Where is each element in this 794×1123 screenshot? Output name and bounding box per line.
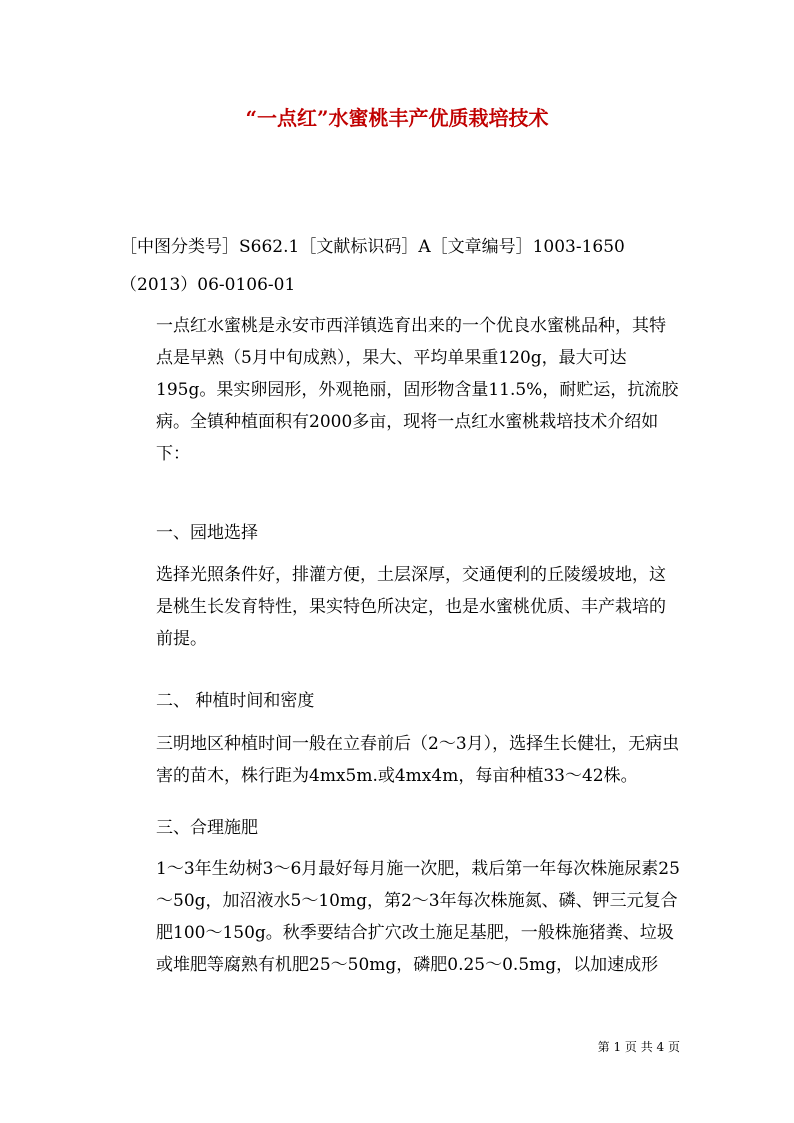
page-indicator: 第 1 页 共 4 页 <box>597 1040 680 1054</box>
section-3-paragraph: 1～3年生幼树3～6月最好每月施一次肥，栽后第一年每次株施尿素25～50g，加沼液水5～10mg，第2～3年每次株施氮、磷、钾三元复合肥100～150g。秋季要结合扩穴改土施足基肥，一般株施猪粪、垃圾或堆肥等腐熟有机肥25～50mg，磷肥0.25～0.5mg，以加速成形 <box>156 859 680 975</box>
section-3-heading: 三、合理施肥 <box>156 818 258 838</box>
classification-line-2: （2013）06-0106-01 <box>120 275 296 295</box>
intro-paragraph: 一点红水蜜桃是永安市西洋镇选育出来的一个优良水蜜桃品种，其特点是早熟（5月中旬成熟），果大、平均单果重120g，最大可达195g。果实卵园形，外观艳丽，固形物含量11.5%，耐贮运，抗流胶病。全镇种植面积有2000多亩，现将一点红水蜜桃栽培技术介绍如下： <box>156 316 679 464</box>
document-title: “一点红”水蜜桃丰产优质栽培技术 <box>245 106 549 130</box>
section-2-heading: 二、 种植时间和密度 <box>156 691 315 711</box>
section-1-heading: 一、园地选择 <box>156 523 258 543</box>
section-2-paragraph: 三明地区种植时间一般在立春前后（2～3月），选择生长健壮，无病虫害的苗木，株行距为4mx5m.或4mx4m，每亩种植33～42株。 <box>156 734 680 786</box>
section-1-paragraph: 选择光照条件好，排灌方便，土层深厚，交通便利的丘陵缓坡地，这是桃生长发育特性，果实特色所决定，也是水蜜桃优质、丰产栽培的前提。 <box>156 565 666 649</box>
classification-line-1: ［中图分类号］S662.1［文献标识码］A［文章编号］1003-1650 <box>120 237 625 257</box>
